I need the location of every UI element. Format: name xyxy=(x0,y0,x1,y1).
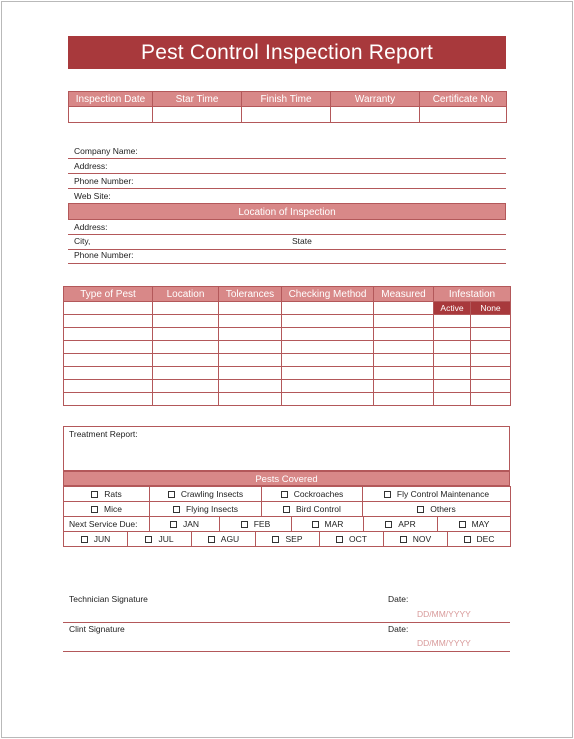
header-certificate-no: Certificate No xyxy=(420,92,507,107)
pest-cell[interactable] xyxy=(153,380,219,393)
pest-cell[interactable] xyxy=(434,354,471,367)
table-row xyxy=(64,380,511,393)
company-address-row[interactable] xyxy=(68,159,506,174)
month-agu[interactable] xyxy=(192,532,256,547)
month-label: MAR xyxy=(324,519,344,529)
pest-cell[interactable] xyxy=(434,328,471,341)
table-row xyxy=(64,354,511,367)
pest-cell[interactable] xyxy=(64,341,153,354)
company-name-label: Company Name: xyxy=(74,146,138,156)
pest-cell[interactable] xyxy=(471,380,511,393)
location-phone-label: Phone Number: xyxy=(74,250,134,260)
month-label: MAY xyxy=(471,519,490,529)
table-row xyxy=(64,315,511,328)
location-city-row[interactable] xyxy=(68,235,506,250)
pest-cell[interactable] xyxy=(434,367,471,380)
checkbox-crawling-insects[interactable] xyxy=(150,487,262,502)
checkbox-icon xyxy=(173,506,180,513)
month-may[interactable] xyxy=(438,517,511,532)
table-row xyxy=(64,341,511,354)
company-web-row[interactable] xyxy=(68,189,506,203)
pest-cell[interactable] xyxy=(64,367,153,380)
checkbox-icon xyxy=(91,491,98,498)
checkbox-icon xyxy=(208,536,215,543)
header-checking-method: Checking Method xyxy=(282,287,374,302)
inspection-date-cell[interactable] xyxy=(69,107,153,123)
checkbox-icon xyxy=(81,536,88,543)
header-infestation: Infestation xyxy=(434,287,511,302)
fly-control-label: Fly Control Maintenance xyxy=(396,489,490,499)
others-label: Others xyxy=(430,504,456,514)
certificate-no-cell[interactable] xyxy=(420,107,507,123)
pest-cell[interactable] xyxy=(219,380,282,393)
location-city-label: City, xyxy=(74,236,91,246)
pest-cell[interactable] xyxy=(153,393,219,406)
checkbox-icon xyxy=(168,491,175,498)
month-jul[interactable] xyxy=(128,532,192,547)
month-oct[interactable] xyxy=(320,532,384,547)
checkbox-icon xyxy=(145,536,152,543)
pest-cell[interactable] xyxy=(471,393,511,406)
checkbox-icon xyxy=(336,536,343,543)
table-row xyxy=(64,393,511,406)
checkbox-icon xyxy=(272,536,279,543)
checkbox-icon xyxy=(384,491,391,498)
pest-cell[interactable] xyxy=(153,315,219,328)
pest-cell[interactable] xyxy=(282,367,374,380)
pest-cell[interactable] xyxy=(219,328,282,341)
location-address-label: Address: xyxy=(74,222,108,232)
technician-signature-label: Technician Signature xyxy=(69,594,148,604)
pest-cell[interactable] xyxy=(471,328,511,341)
pest-cell[interactable] xyxy=(64,393,153,406)
client-signature-row[interactable] xyxy=(63,623,510,652)
pest-cell[interactable] xyxy=(471,315,511,328)
treatment-report-label: Treatment Report: xyxy=(69,429,138,439)
month-label: JAN xyxy=(182,519,200,529)
checkbox-fly-control[interactable] xyxy=(363,487,511,502)
month-label: FEB xyxy=(253,519,271,529)
checkbox-icon xyxy=(417,506,424,513)
pest-table xyxy=(63,286,511,406)
location-heading: Location of Inspection xyxy=(68,203,506,220)
cockroaches-label: Cockroaches xyxy=(293,489,344,499)
pest-cell[interactable] xyxy=(282,380,374,393)
pest-cell[interactable] xyxy=(471,354,511,367)
pest-cell[interactable] xyxy=(471,341,511,354)
checkbox-icon xyxy=(385,521,392,528)
checkbox-icon xyxy=(464,536,471,543)
pest-cell[interactable] xyxy=(374,341,434,354)
infestation-none-header: None xyxy=(471,302,511,315)
checkbox-icon xyxy=(283,506,290,513)
company-name-row[interactable] xyxy=(68,143,506,159)
month-feb[interactable] xyxy=(220,517,292,532)
month-label: DEC xyxy=(476,534,495,544)
checkbox-icon xyxy=(241,521,248,528)
pest-cell[interactable] xyxy=(282,393,374,406)
checkbox-icon xyxy=(170,521,177,528)
technician-date-label: Date: xyxy=(388,594,409,604)
month-apr[interactable] xyxy=(364,517,438,532)
pest-cell[interactable] xyxy=(64,380,153,393)
pest-cell[interactable] xyxy=(282,341,374,354)
header-type-of-pest: Type of Pest xyxy=(64,287,153,302)
pest-cell[interactable] xyxy=(219,354,282,367)
checkbox-mice[interactable] xyxy=(64,502,150,517)
pest-cell[interactable] xyxy=(471,367,511,380)
next-service-row-1 xyxy=(63,516,511,532)
table-row xyxy=(64,328,511,341)
checkbox-icon xyxy=(400,536,407,543)
pest-cell[interactable] xyxy=(153,328,219,341)
finish-time-cell[interactable] xyxy=(242,107,331,123)
pest-cell[interactable] xyxy=(434,393,471,406)
table-row xyxy=(64,367,511,380)
month-jun[interactable] xyxy=(64,532,128,547)
pest-cell[interactable] xyxy=(434,341,471,354)
header-inspection-date: Inspection Date xyxy=(69,92,153,107)
month-label: JUL xyxy=(158,534,174,544)
month-label: APR xyxy=(398,519,416,529)
rats-label: Rats xyxy=(104,489,122,499)
pest-cell[interactable] xyxy=(153,341,219,354)
client-signature-label: Clint Signature xyxy=(69,624,125,634)
pest-cell[interactable] xyxy=(282,302,374,315)
location-address-row[interactable] xyxy=(68,220,506,235)
checkbox-cockroaches[interactable] xyxy=(262,487,363,502)
pest-cell[interactable] xyxy=(374,302,434,315)
checkbox-icon xyxy=(312,521,319,528)
pest-cell[interactable] xyxy=(434,315,471,328)
month-sep[interactable] xyxy=(256,532,320,547)
client-date-label: Date: xyxy=(388,624,409,634)
checkbox-icon xyxy=(459,521,466,528)
pest-cell[interactable] xyxy=(282,328,374,341)
inspection-info-table xyxy=(68,91,507,123)
warranty-cell[interactable] xyxy=(331,107,420,123)
pest-cell[interactable] xyxy=(64,315,153,328)
pest-cell[interactable] xyxy=(374,328,434,341)
mice-label: Mice xyxy=(104,504,122,514)
pest-cell[interactable] xyxy=(282,354,374,367)
month-nov[interactable] xyxy=(384,532,448,547)
report-page xyxy=(1,1,573,738)
pest-cell[interactable] xyxy=(434,380,471,393)
pest-cell[interactable] xyxy=(219,367,282,380)
pest-cell[interactable] xyxy=(219,341,282,354)
report-title: Pest Control Inspection Report xyxy=(68,36,506,69)
pest-cell[interactable] xyxy=(64,302,153,315)
pest-cell[interactable] xyxy=(374,354,434,367)
header-finish-time: Finish Time xyxy=(242,92,331,107)
month-label: SEP xyxy=(285,534,303,544)
crawling-insects-label: Crawling Insects xyxy=(180,489,244,499)
month-label: JUN xyxy=(93,534,111,544)
checkbox-icon xyxy=(91,506,98,513)
location-phone-row[interactable] xyxy=(68,250,506,264)
checkbox-rats[interactable] xyxy=(64,487,150,502)
client-date-input[interactable]: DD/MM/YYYY xyxy=(417,638,471,648)
month-dec[interactable] xyxy=(448,532,511,547)
checkbox-icon xyxy=(281,491,288,498)
pest-cell[interactable] xyxy=(374,380,434,393)
technician-signature-row[interactable] xyxy=(63,590,510,623)
technician-date-input[interactable]: DD/MM/YYYY xyxy=(417,609,471,619)
location-state-label: State xyxy=(292,236,312,246)
pest-cell[interactable] xyxy=(374,315,434,328)
flying-insects-label: Flying Insects xyxy=(186,504,238,514)
pest-cell[interactable] xyxy=(64,328,153,341)
treatment-report-box[interactable] xyxy=(63,426,510,471)
pest-cell[interactable] xyxy=(219,302,282,315)
start-time-cell[interactable] xyxy=(153,107,242,123)
infestation-active-header: Active xyxy=(434,302,471,315)
checkbox-flying-insects[interactable] xyxy=(150,502,262,517)
header-measured: Measured xyxy=(374,287,434,302)
pest-cell[interactable] xyxy=(374,367,434,380)
header-location: Location xyxy=(153,287,219,302)
month-label: OCT xyxy=(349,534,367,544)
header-tolerances: Tolerances xyxy=(219,287,282,302)
checkbox-bird-control[interactable] xyxy=(262,502,363,517)
header-start-time: Star Time xyxy=(153,92,242,107)
pests-covered-table xyxy=(63,486,511,517)
next-service-label: Next Service Due: xyxy=(64,517,150,532)
month-jan[interactable] xyxy=(150,517,220,532)
pest-cell[interactable] xyxy=(153,302,219,315)
header-warranty: Warranty xyxy=(331,92,420,107)
month-label: NOV xyxy=(412,534,432,544)
company-phone-row[interactable] xyxy=(68,174,506,189)
pests-covered-heading: Pests Covered xyxy=(63,471,510,486)
next-service-row-2 xyxy=(63,531,511,547)
bird-control-label: Bird Control xyxy=(296,504,341,514)
company-address-label: Address: xyxy=(74,161,108,171)
pest-cell[interactable] xyxy=(282,315,374,328)
pest-cell[interactable] xyxy=(374,393,434,406)
pest-cell[interactable] xyxy=(219,393,282,406)
pest-cell[interactable] xyxy=(153,367,219,380)
company-web-label: Web Site: xyxy=(74,191,111,201)
company-phone-label: Phone Number: xyxy=(74,176,134,186)
pest-cell[interactable] xyxy=(219,315,282,328)
checkbox-others[interactable] xyxy=(363,502,511,517)
pest-cell[interactable] xyxy=(64,354,153,367)
month-label: AGU xyxy=(220,534,240,544)
pest-cell[interactable] xyxy=(153,354,219,367)
month-mar[interactable] xyxy=(292,517,364,532)
